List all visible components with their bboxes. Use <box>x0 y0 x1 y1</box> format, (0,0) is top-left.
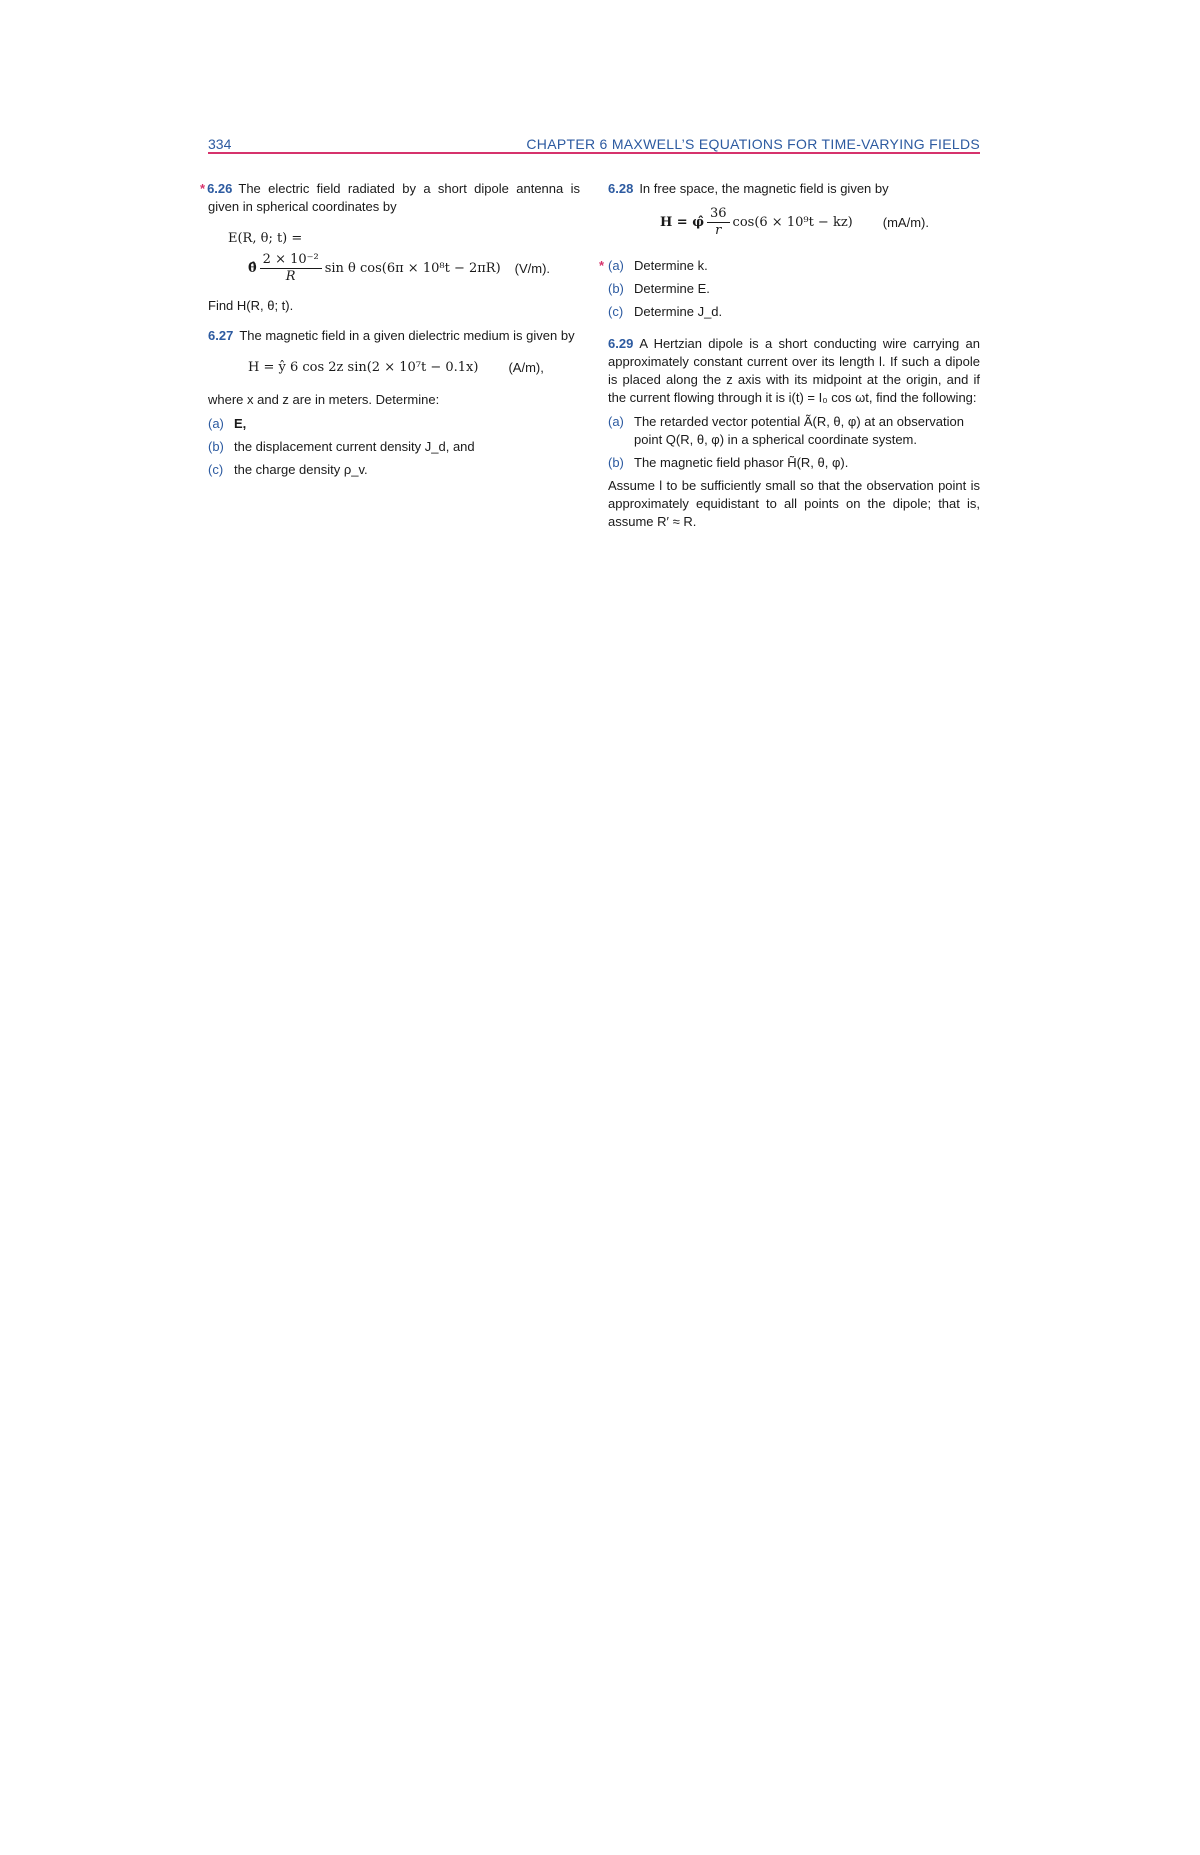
problem-text: In free space, the magnetic field is given by <box>639 181 889 196</box>
list <box>608 413 980 472</box>
problem-6-26 <box>200 180 580 216</box>
problem-text: The electric field radiated by a short dipole antenna is given in spherical coordinates by <box>208 181 580 214</box>
item-label: (c) <box>608 304 624 319</box>
list <box>599 257 980 321</box>
fraction-denominator: R <box>285 269 296 284</box>
fraction-numerator: 36 <box>707 206 730 223</box>
fraction-denominator: r <box>715 223 722 238</box>
running-header: CHAPTER 6 MAXWELL’S EQUATIONS FOR TIME-VARYING FIELDS <box>526 136 980 152</box>
list-item <box>608 454 980 472</box>
fraction-numerator: 2 × 10⁻² <box>260 252 322 269</box>
item-text: The retarded vector potential Ã(R, θ, φ) at an observation point Q(R, θ, φ) in a spherical coordinate system. <box>634 414 964 447</box>
item-label: (b) <box>608 455 624 470</box>
item-label: (b) <box>208 439 224 454</box>
problem-number: 6.27 <box>208 328 234 343</box>
item-text: the charge density ρ_v. <box>234 462 368 477</box>
where-statement: where x and z are in meters. Determine: <box>208 392 440 407</box>
problem-number: 6.29 <box>608 336 634 351</box>
assumption-statement: Assume l to be sufficiently small so that the observation point is approximately equidistant to all points on the dipole; that is, assume R′ ≈ R. <box>608 478 980 529</box>
list-item <box>599 257 980 275</box>
equation-rest: cos(6 × 10⁹t − kz) <box>732 214 853 230</box>
problem-number: 6.26 <box>207 181 233 196</box>
item-text: E, <box>234 416 247 431</box>
list-item <box>608 303 980 321</box>
list-item <box>608 413 980 449</box>
list-item <box>608 280 980 298</box>
equation-rest: sin θ cos(6π × 10⁸t − 2πR) <box>324 260 501 276</box>
item-text: Determine E. <box>634 281 710 296</box>
item-text: Determine J_d. <box>634 304 723 319</box>
equation-free-space-field <box>660 206 980 239</box>
header-rule <box>208 152 980 154</box>
problem-number: 6.28 <box>608 181 634 196</box>
list-item <box>208 438 580 456</box>
list-item <box>208 415 580 433</box>
item-label-wrapper <box>599 257 634 275</box>
unit-vector-theta: θ̂ <box>248 260 257 276</box>
problem-text: A Hertzian dipole is a short conducting wire carrying an approximately constant current over its length l. If such a dipole is placed along the z axis with its midpoint at the origin, and if the current flowing through it is i(t) = I₀ cos ωt, find the following: <box>608 336 980 405</box>
starred-marker: * <box>599 258 605 273</box>
item-label: (a) <box>608 258 624 273</box>
item-text: The magnetic field phasor H̃(R, θ, φ). <box>634 455 849 470</box>
item-label: (a) <box>208 416 224 431</box>
find-statement: Find H(R, θ; t). <box>208 298 294 313</box>
item-text: the displacement current density J_d, and <box>234 439 475 454</box>
equation-prefix: H = φ̂ <box>660 214 704 230</box>
starred-marker: * <box>200 181 206 196</box>
problem-6-28 <box>608 180 980 198</box>
problem-6-29 <box>608 335 980 407</box>
fraction <box>707 206 730 239</box>
equation-unit: (mA/m). <box>882 214 929 230</box>
item-label: (c) <box>208 462 224 477</box>
item-label: (a) <box>608 414 624 429</box>
left-column <box>200 180 580 484</box>
right-column <box>599 180 980 537</box>
fraction <box>260 252 322 285</box>
equation-text: H = ŷ 6 cos 2z sin(2 × 10⁷t − 0.1x) <box>248 360 479 375</box>
equation-lhs <box>228 230 580 248</box>
page-number: 334 <box>208 136 232 152</box>
equation-electric-field <box>248 252 580 285</box>
problem-6-27 <box>208 327 580 345</box>
equation-unit: (V/m). <box>514 260 551 276</box>
list <box>208 415 580 479</box>
list-item <box>208 461 580 479</box>
equation-magnetic-field <box>248 359 580 377</box>
problem-text: The magnetic field in a given dielectric medium is given by <box>239 328 575 343</box>
item-text: Determine k. <box>634 258 708 273</box>
item-label: (b) <box>608 281 624 296</box>
equation-lhs-text: E(R, θ; t) = <box>228 231 303 246</box>
equation-unit: (A/m), <box>508 360 544 375</box>
